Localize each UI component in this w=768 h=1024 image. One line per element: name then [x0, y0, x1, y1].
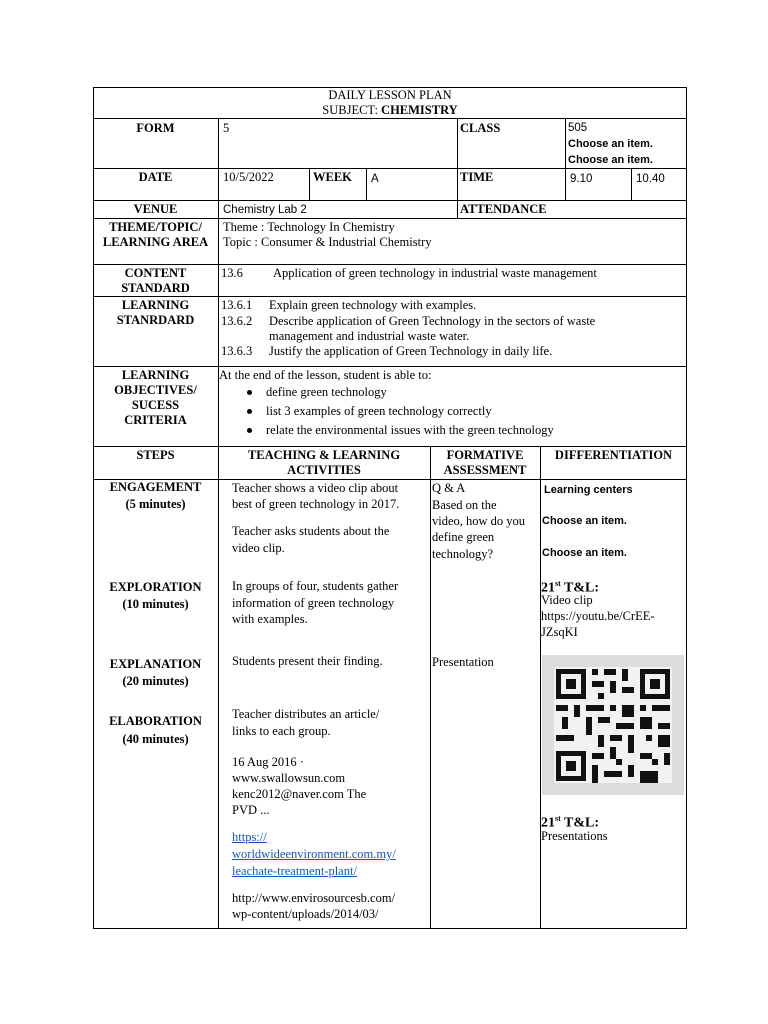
row-divider [93, 118, 687, 119]
step-engagement: ENGAGEMENT [109, 480, 202, 494]
row-divider [93, 218, 687, 219]
learning-standard-code: 13.6.3 [221, 344, 253, 358]
objective-item: list 3 examples of green technology correctly [266, 404, 492, 418]
activity-text: Teacher shows a video clip about [232, 481, 399, 495]
time-end: 10.40 [636, 173, 665, 185]
tl-heading-sup: st [555, 814, 561, 823]
assessment-header: FORMATIVE [446, 448, 524, 462]
week-label: WEEK [313, 170, 352, 184]
objectives-label: SUCESS [131, 398, 180, 412]
qr-code-image [542, 655, 684, 795]
activity-text: information of green technology [232, 596, 395, 610]
activity-text: In groups of four, students gather [232, 579, 399, 593]
activity-text: best of green technology in 2017. [232, 497, 400, 511]
step-elaboration-time: (40 minutes) [122, 732, 189, 746]
venue-value: Chemistry Lab 2 [223, 204, 307, 216]
bullet-icon [247, 409, 252, 414]
form-value: 5 [223, 121, 230, 135]
content-standard-label: CONTENT [124, 266, 187, 280]
assessment-text: define green [432, 530, 495, 544]
activity-text: Teacher distributes an article/ [232, 707, 380, 721]
class-choice-dropdown[interactable]: Choose an item. [568, 138, 653, 150]
differentiation-header: DIFFERENTIATION [554, 448, 673, 462]
theme-label: LEARNING AREA [102, 235, 209, 249]
learning-standard-code: 13.6.1 [221, 298, 253, 312]
activity-text: www.swallowsun.com [232, 771, 346, 785]
step-elaboration: ELABORATION [109, 714, 202, 728]
activities-header: ACTIVITIES [287, 463, 361, 477]
objective-item: relate the environmental issues with the green technology [266, 423, 554, 437]
class-value: 505 [568, 122, 588, 134]
date-value: 10/5/2022 [223, 170, 274, 184]
learning-standard-text: management and industrial waste water. [269, 329, 470, 343]
theme-label: THEME/TOPIC/ [109, 220, 202, 234]
learning-standard-label: STANRDARD [116, 313, 195, 327]
differentiation-choice-dropdown[interactable]: Choose an item. [542, 547, 627, 559]
form-label: FORM [136, 121, 175, 135]
objectives-label: LEARNING [121, 368, 190, 382]
objective-item: define green technology [266, 385, 387, 399]
subject-value: CHEMISTRY [381, 103, 458, 117]
week-value: A [371, 173, 379, 185]
time-start: 9.10 [570, 173, 593, 185]
article-link[interactable]: worldwideenvironment.com.my/ [232, 847, 396, 861]
activity-text: wp-content/uploads/2014/03/ [232, 907, 379, 921]
bullet-icon [247, 428, 252, 433]
tl-heading-suffix: T&L: [560, 580, 600, 596]
content-standard-text: Application of green technology in industrial waste management [273, 266, 597, 280]
row-divider [93, 366, 687, 367]
row-divider [93, 296, 687, 297]
assessment-text: technology? [432, 547, 494, 561]
class-choice-dropdown[interactable]: Choose an item. [568, 154, 653, 166]
differentiation-text: Learning centers [544, 484, 633, 496]
time-label: TIME [460, 170, 494, 184]
activity-text: kenc2012@naver.com The [232, 787, 367, 801]
assessment-text: video, how do you [432, 514, 526, 528]
row-divider [93, 200, 687, 201]
row-divider [93, 264, 687, 265]
article-link[interactable]: leachate-treatment-plant/ [232, 864, 357, 878]
video-link[interactable]: https://youtu.be/CrEE- [541, 609, 655, 623]
step-exploration-time: (10 minutes) [122, 597, 189, 611]
assessment-text: Q & A [432, 481, 466, 495]
step-explanation-time: (20 minutes) [122, 674, 189, 688]
column-divider [430, 446, 431, 929]
activity-text: video clip. [232, 541, 285, 555]
learning-standard-text: Justify the application of Green Technology in daily life. [269, 344, 553, 358]
learning-standard-label: LEARNING [121, 298, 190, 312]
learning-standard-text: Explain green technology with examples. [269, 298, 477, 312]
assessment-header: ASSESSMENT [443, 463, 527, 477]
differentiation-text: Presentations [541, 829, 608, 843]
attendance-label: ATTENDANCE [460, 202, 547, 216]
column-divider [457, 118, 458, 218]
activity-text: with examples. [232, 612, 308, 626]
objectives-intro: At the end of the lesson, student is able to: [219, 368, 432, 382]
theme-line: Theme : Technology In Chemistry [223, 220, 395, 234]
column-divider [218, 118, 219, 929]
plan-title: DAILY LESSON PLAN [328, 88, 452, 102]
tl-heading-sup: st [555, 579, 561, 588]
content-standard-label: STANDARD [121, 281, 190, 295]
subject-label: SUBJECT: [322, 103, 378, 117]
activity-text: Teacher asks students about the [232, 524, 390, 538]
differentiation-choice-dropdown[interactable]: Choose an item. [542, 515, 627, 527]
column-divider [309, 168, 310, 200]
qr-code-icon [542, 655, 684, 795]
tl-heading-suffix: T&L: [560, 815, 600, 831]
row-divider [93, 168, 687, 169]
assessment-text: Based on the [432, 498, 497, 512]
activity-text: Students present their finding. [232, 654, 383, 668]
activity-text: links to each group. [232, 724, 331, 738]
content-standard-code: 13.6 [221, 266, 243, 280]
row-divider [93, 446, 687, 447]
article-link[interactable]: https:// [232, 830, 267, 844]
subject-line [93, 103, 687, 118]
bullet-icon [247, 390, 252, 395]
activity-text: http://www.envirosourcesb.com/ [232, 891, 396, 905]
objectives-label: OBJECTIVES/ [114, 383, 197, 397]
assessment-text: Presentation [432, 655, 494, 669]
differentiation-text: Video clip [541, 593, 593, 607]
steps-header: STEPS [136, 448, 175, 462]
step-engagement-time: (5 minutes) [125, 497, 186, 511]
objectives-label: CRITERIA [124, 413, 187, 427]
topic-line: Topic : Consumer & Industrial Chemistry [223, 235, 432, 249]
column-divider [366, 168, 367, 200]
column-divider [631, 168, 632, 200]
tl-heading-prefix: 21 [541, 580, 555, 596]
date-label: DATE [138, 170, 173, 184]
video-link[interactable]: JZsqKI [541, 625, 578, 639]
activity-text: PVD ... [232, 803, 270, 817]
class-label: CLASS [460, 121, 501, 135]
activity-text: 16 Aug 2016 · [232, 755, 304, 769]
step-exploration: EXPLORATION [109, 580, 202, 594]
column-divider [540, 446, 541, 929]
learning-standard-code: 13.6.2 [221, 314, 253, 328]
tl-heading [541, 811, 599, 831]
column-divider [565, 118, 566, 200]
venue-label: VENUE [133, 202, 178, 216]
learning-standard-text: Describe application of Green Technology in the sectors of waste [269, 314, 596, 328]
step-explanation: EXPLANATION [109, 657, 202, 671]
activities-header: TEACHING & LEARNING [247, 448, 401, 462]
tl-heading-prefix: 21 [541, 815, 555, 831]
